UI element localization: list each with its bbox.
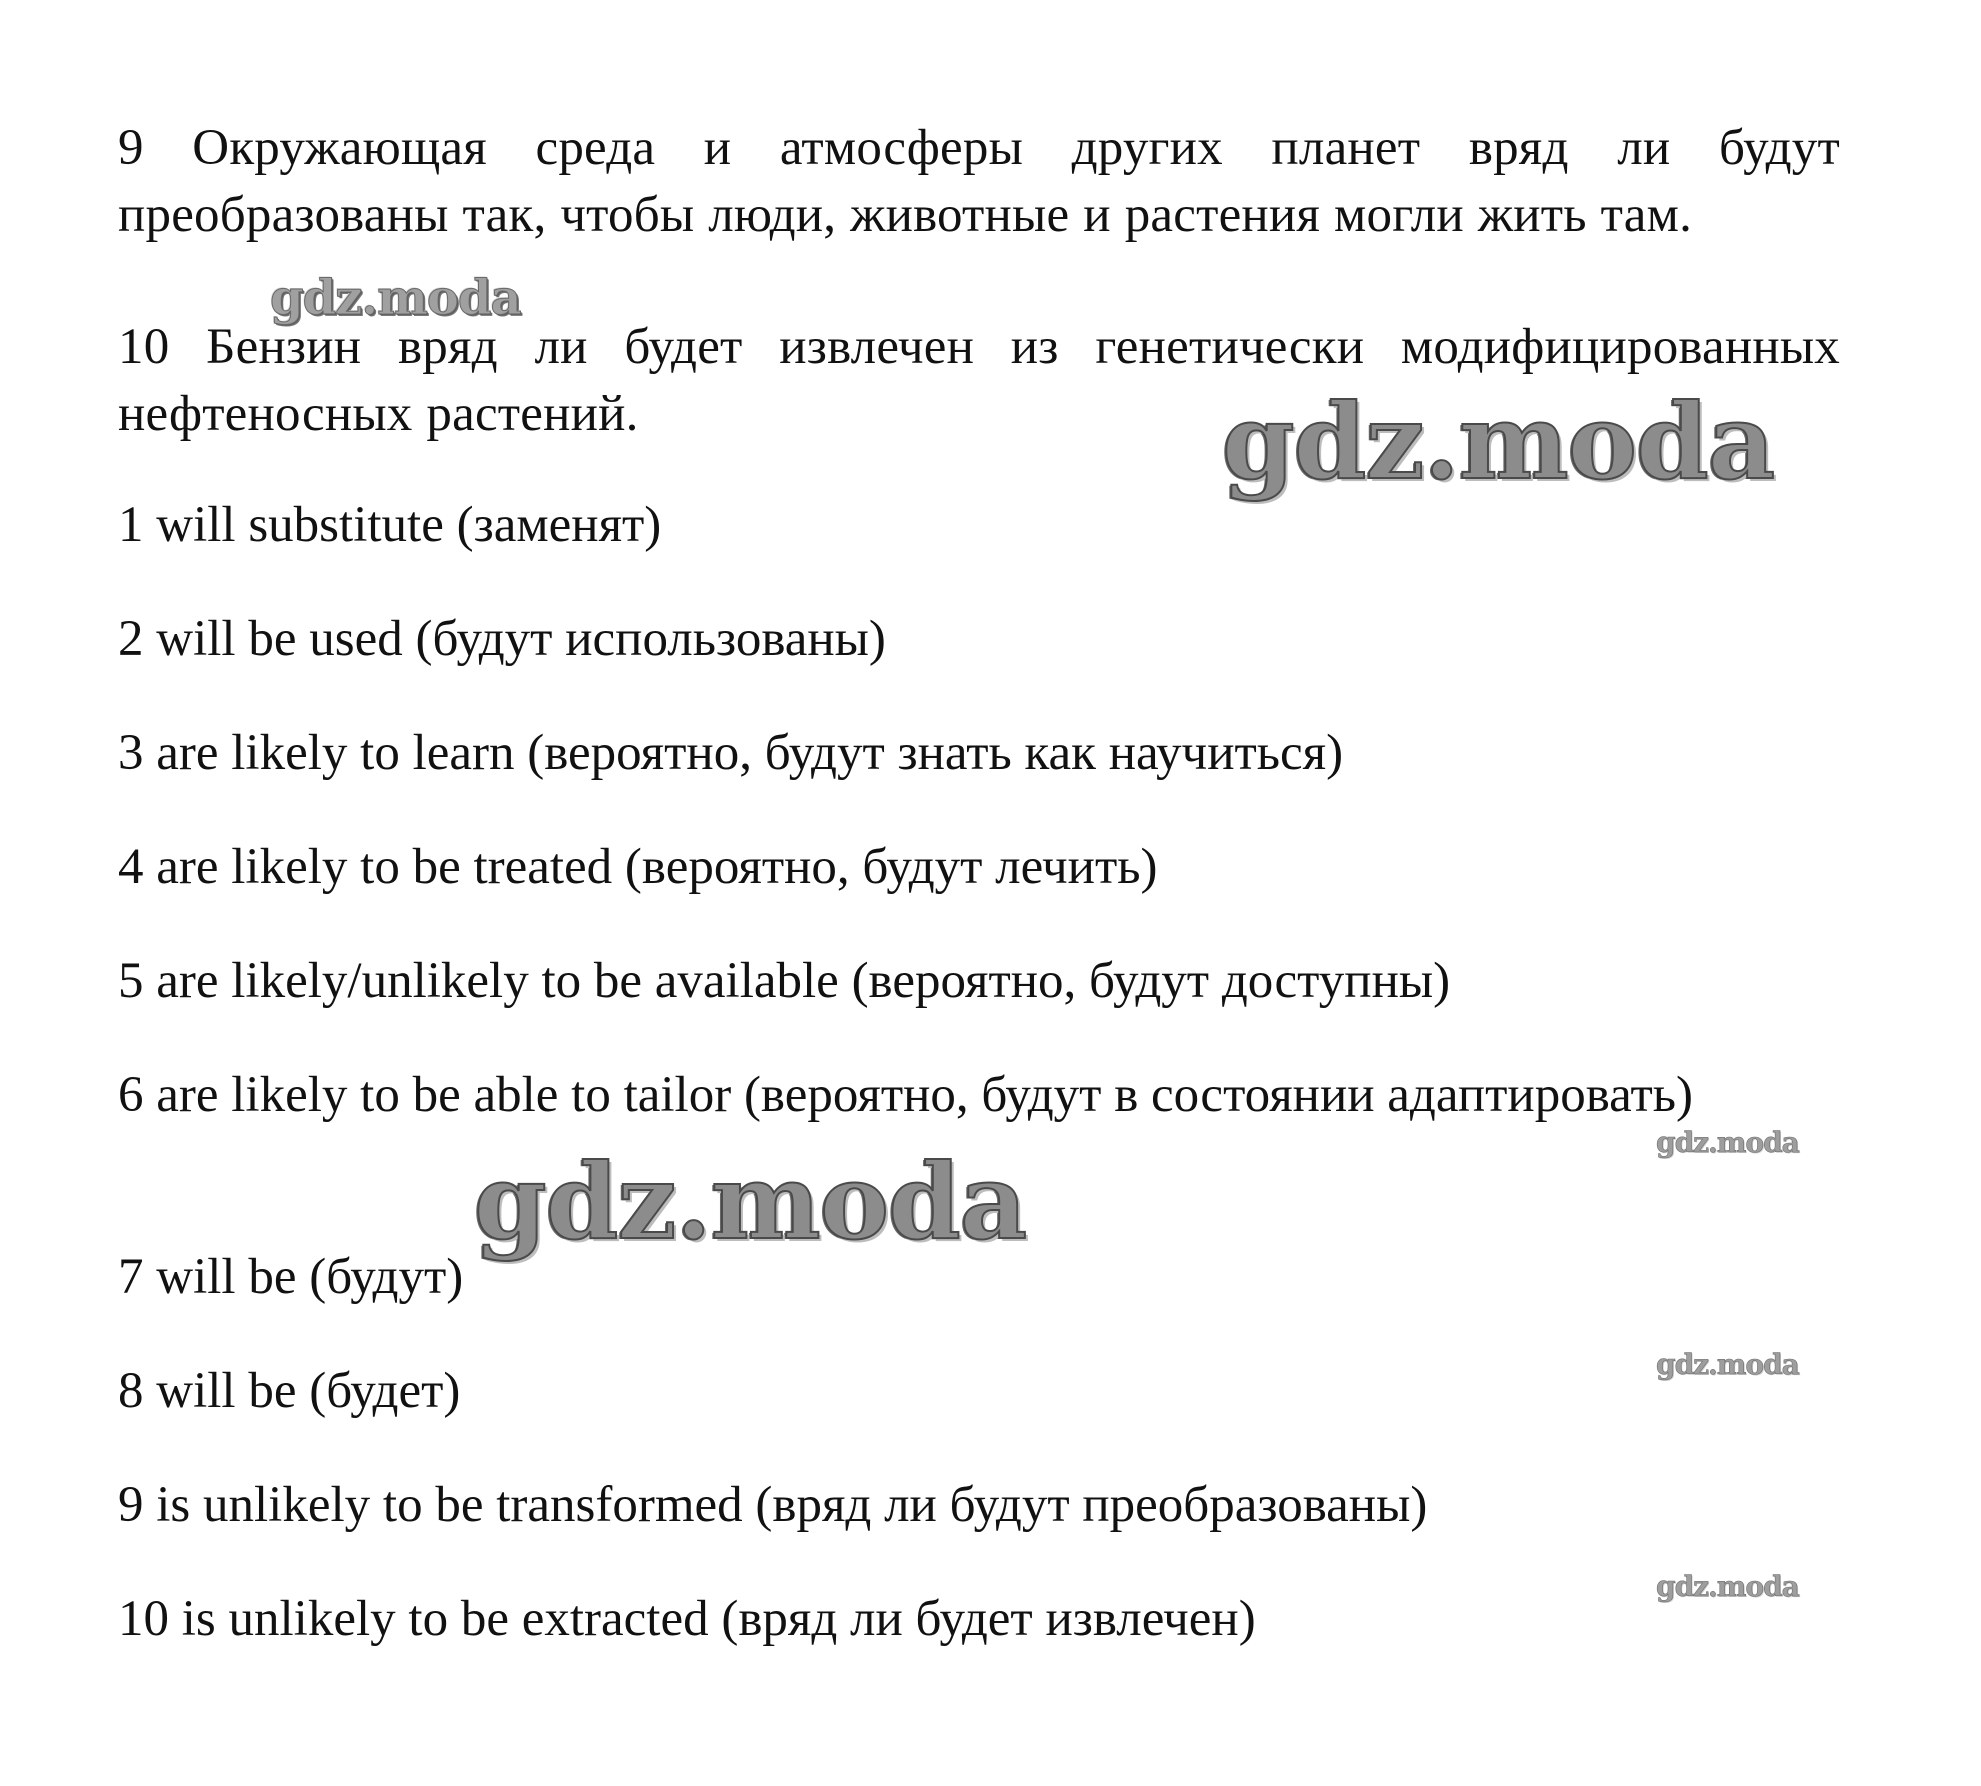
answer-item-10: 10 is unlikely to be extracted (вряд ли будет извлечен)	[118, 1591, 1256, 1647]
watermark-text: gdz.moda	[1656, 1348, 1799, 1381]
answer-item-2: 2 will be used (будут использованы)	[118, 611, 886, 667]
answer-item-3: 3 are likely to learn (вероятно, будут знать как научиться)	[118, 725, 1344, 781]
watermark-text: gdz.moda	[270, 270, 521, 326]
answer-list	[118, 492, 1840, 1700]
watermark-text: gdz.moda	[1222, 380, 1775, 503]
answer-item-5: 5 are likely/unlikely to be available (вероятно, будут доступны)	[118, 953, 1451, 1009]
watermark-text: gdz.moda	[1656, 1126, 1799, 1159]
answer-item-6: 6 are likely to be able to tailor (вероятно, будут в состоянии адаптировать)	[118, 1067, 1693, 1123]
answer-item-8: 8 will be (будет)	[118, 1363, 461, 1419]
watermark-text: gdz.moda	[474, 1140, 1027, 1263]
watermark-text: gdz.moda	[1656, 1570, 1799, 1603]
answer-item-7: 7 will be (будут)	[118, 1249, 464, 1305]
answer-item-1: 1 will substitute (заменят)	[118, 497, 662, 553]
answer-item-4: 4 are likely to be treated (вероятно, будут лечить)	[118, 839, 1158, 895]
translation-paragraph-10: 10 Бензин вряд ли будет извлечен из генетически модифицированных нефтеносных растений.	[118, 319, 1840, 442]
translation-paragraph-9: 9 Окружающая среда и атмосферы других планет вряд ли будут преобразованы так, чтобы люди, животные и растения могли жить там.	[118, 120, 1840, 243]
answer-item-9: 9 is unlikely to be transformed (вряд ли будут преобразованы)	[118, 1477, 1428, 1533]
